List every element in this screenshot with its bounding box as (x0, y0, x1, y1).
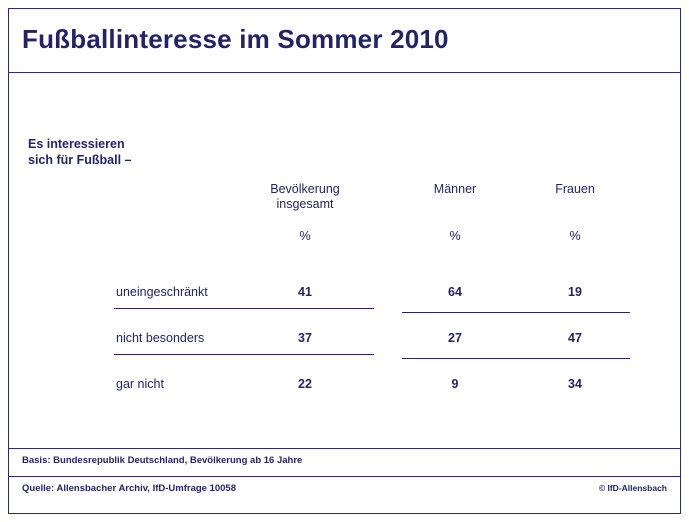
slide-border (8, 8, 681, 514)
row-value-women: 34 (568, 377, 582, 391)
row-value-total: 41 (298, 285, 312, 299)
column-header-total-line1: Bevölkerung (270, 182, 340, 196)
row-value-total: 22 (298, 377, 312, 391)
column-header-total-line2: insgesamt (276, 197, 334, 211)
row-value-women: 19 (568, 285, 582, 299)
row-label: nicht besonders (116, 331, 205, 345)
table-row (110, 364, 630, 410)
column-header-men-line1: Männer (433, 182, 477, 196)
subtitle (28, 136, 132, 168)
column-header-men-spacer (453, 197, 456, 211)
footer-basis: Basis: Bundesrepublik Deutschland, Bevölkerung ab 16 Jahre (22, 455, 303, 466)
footer-divider-top (9, 448, 680, 449)
footer-divider-mid (9, 476, 680, 477)
row-value-men: 9 (451, 377, 459, 391)
row-label: uneingeschränkt (116, 285, 208, 299)
row-value-women: 47 (568, 331, 582, 345)
row-divider-right (402, 358, 630, 359)
footer-source: Quelle: Allensbacher Archiv, IfD-Umfrage 10058 (22, 483, 237, 494)
column-header-men-unit: % (449, 229, 461, 243)
row-divider-left (114, 308, 374, 309)
row-value-total: 37 (298, 331, 312, 345)
row-value-men: 27 (448, 331, 462, 345)
page-title: Fußballinteresse im Sommer 2010 (22, 24, 449, 54)
column-header-women (520, 182, 630, 244)
row-divider-left (114, 354, 374, 355)
row-divider-right (402, 312, 630, 313)
column-header-women-unit: % (569, 229, 581, 243)
column-header-women-line1: Frauen (555, 182, 595, 196)
title-divider (9, 72, 680, 73)
row-label: gar nicht (116, 377, 164, 391)
footer-copyright: © IfD-Allensbach (598, 483, 667, 493)
row-value-men: 64 (448, 285, 462, 299)
column-header-men (400, 182, 510, 244)
column-header-women-spacer (573, 197, 576, 211)
column-header-total-unit: % (299, 229, 311, 243)
subtitle-line-1: Es interessieren (28, 137, 125, 151)
subtitle-line-2: sich für Fußball – (28, 153, 132, 167)
column-header-total (240, 182, 370, 244)
